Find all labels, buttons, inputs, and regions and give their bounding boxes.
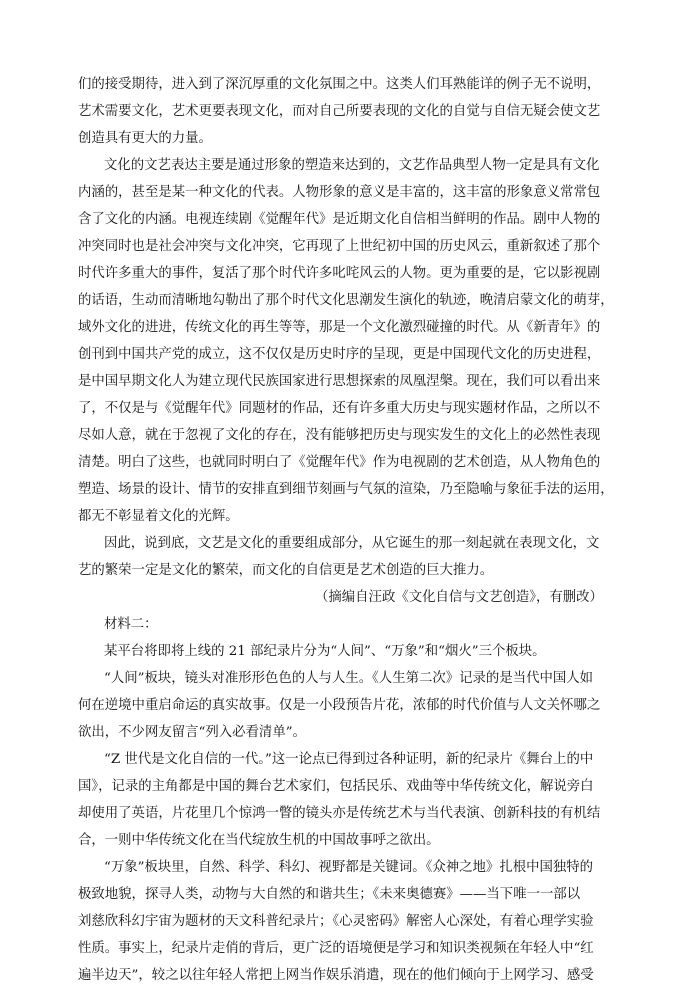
source-citation: （摘编自汪政《文化自信与文艺创造》，有删改）	[315, 590, 603, 605]
text-line: 欲出，不少网友留言“列入必看清单”。	[78, 725, 306, 740]
text-line: 艺术需要文化，艺术更要表现文化，而对自己所要表现的文化的自觉与自信无疑会使文艺	[78, 104, 601, 119]
text-line: 内涵的，甚至是某一种文化的代表。人物形象的意义是丰富的，这丰富的形象意义常常包	[78, 185, 601, 200]
text-line: 却使用了英语，片花里几个惊鸿一瞥的镜头亦是传统艺术与当代表演、创新科技的有机结	[78, 806, 601, 821]
text-line: 清楚。明白了这些，也就同时明白了《觉醒年代》作为电视剧的艺术创造，从人物角色的	[78, 455, 601, 470]
section-heading: 材料二：	[104, 617, 158, 632]
text-line: 因此，说到底，文艺是文化的重要组成部分，从它诞生的那一刻起就在表现文化，文	[104, 536, 600, 551]
text-line: 国》，记录的主角都是中国的舞台艺术家们，包括民乐、戏曲等中华传统文化，解说旁白	[78, 779, 594, 794]
text-line: 域外文化的进进，传统文化的再生等等，那是一个文化激烈碰撞的时代。从《新青年》的	[78, 320, 601, 335]
text-line: 遍半边天”，较之以往年轻人常把上网当作娱乐消遣，现在的他们倾向于上网学习、感受	[78, 968, 594, 983]
text-line: 是中国早期文化人为建立现代民族国家进行思想探索的凤凰涅槃。现在，我们可以看出来	[78, 374, 601, 389]
text-line: 冲突同时也是社会冲突与文化冲突，它再现了上世纪初中国的历史风云，重新叙述了那个	[78, 239, 601, 254]
text-line: 都无不彰显着文化的光辉。	[78, 509, 239, 524]
text-line: 含了文化的内涵。电视连续剧《觉醒年代》是近期文化自信相当鲜明的作品。剧中人物的	[78, 212, 601, 227]
text-line: 尽如人意，就在于忽视了文化的存在，没有能够把历史与现实发生的文化上的必然性表现	[78, 428, 601, 443]
text-line: 创造具有更大的力量。	[78, 131, 212, 146]
text-line: 刘慈欣科幻宇宙为题材的天文科普纪录片；《心灵密码》解密人心深处，有着心理学实验	[78, 914, 594, 929]
text-line: “人间”板块，镜头对准形形色色的人与人生。《人生第二次》记录的是当代中国人如	[104, 671, 594, 686]
text-line: 何在逆境中重启命运的真实故事。仅是一小段预告片花，浓郁的时代价值与人文关怀哪之	[78, 698, 601, 713]
text-line: 某平台将即将上线的 21 部纪录片分为“人间”、“万象”和“烟火”三个板块。	[104, 644, 546, 659]
text-line: 了，不仅是与《觉醒年代》同题材的作品，还有许多重大历史与现实题材作品，之所以不	[78, 401, 601, 416]
text-line: 们的接受期待，进入到了深沉厚重的文化氛围之中。这类人们耳熟能详的例子无不说明，	[78, 77, 601, 92]
text-line: 极致地貌，探寻人类，动物与大自然的和谐共生；《未来奥德赛》——当下唯一一部以	[78, 887, 581, 902]
text-line: “Z 世代是文化自信的一代。”这一论点已得到过各种证明，新的纪录片《舞台上的中	[104, 752, 594, 767]
text-line: 文化的文艺表达主要是通过形象的塑造来达到的，文艺作品典型人物一定是具有文化	[104, 158, 600, 173]
text-line: “万象”板块里，自然、科学、科幻、视野都是关键词。《众神之地》扎根中国独特的	[104, 860, 594, 875]
text-line: 艺的繁荣一定是文化的繁荣，而文化的自信更是艺术创造的巨大推力。	[78, 563, 494, 578]
text-line: 的话语，生动而清晰地勾勒出了那个时代文化思潮发生演化的轨迹，晚清启蒙文化的萌芽，	[78, 293, 614, 308]
text-line: 时代许多重大的事件，复活了那个时代许多叱咤风云的人物。更为重要的是，它以影视剧	[78, 266, 601, 281]
text-line: 创刊到中国共产党的成立，这不仅仅是历史时序的呈现，更是中国现代文化的历史进程，	[78, 347, 601, 362]
text-line: 性质。事实上，纪录片走俏的背后，更广泛的语境便是学习和知识类视频在年轻人中“红	[78, 941, 594, 956]
text-line: 塑造、场景的设计、情节的安排直到细节刻画与气氛的渲染，乃至隐喻与象征手法的运用，	[78, 482, 614, 497]
text-line: 合，一则中华传统文化在当代绽放生机的中国故事呼之欲出。	[78, 833, 440, 848]
